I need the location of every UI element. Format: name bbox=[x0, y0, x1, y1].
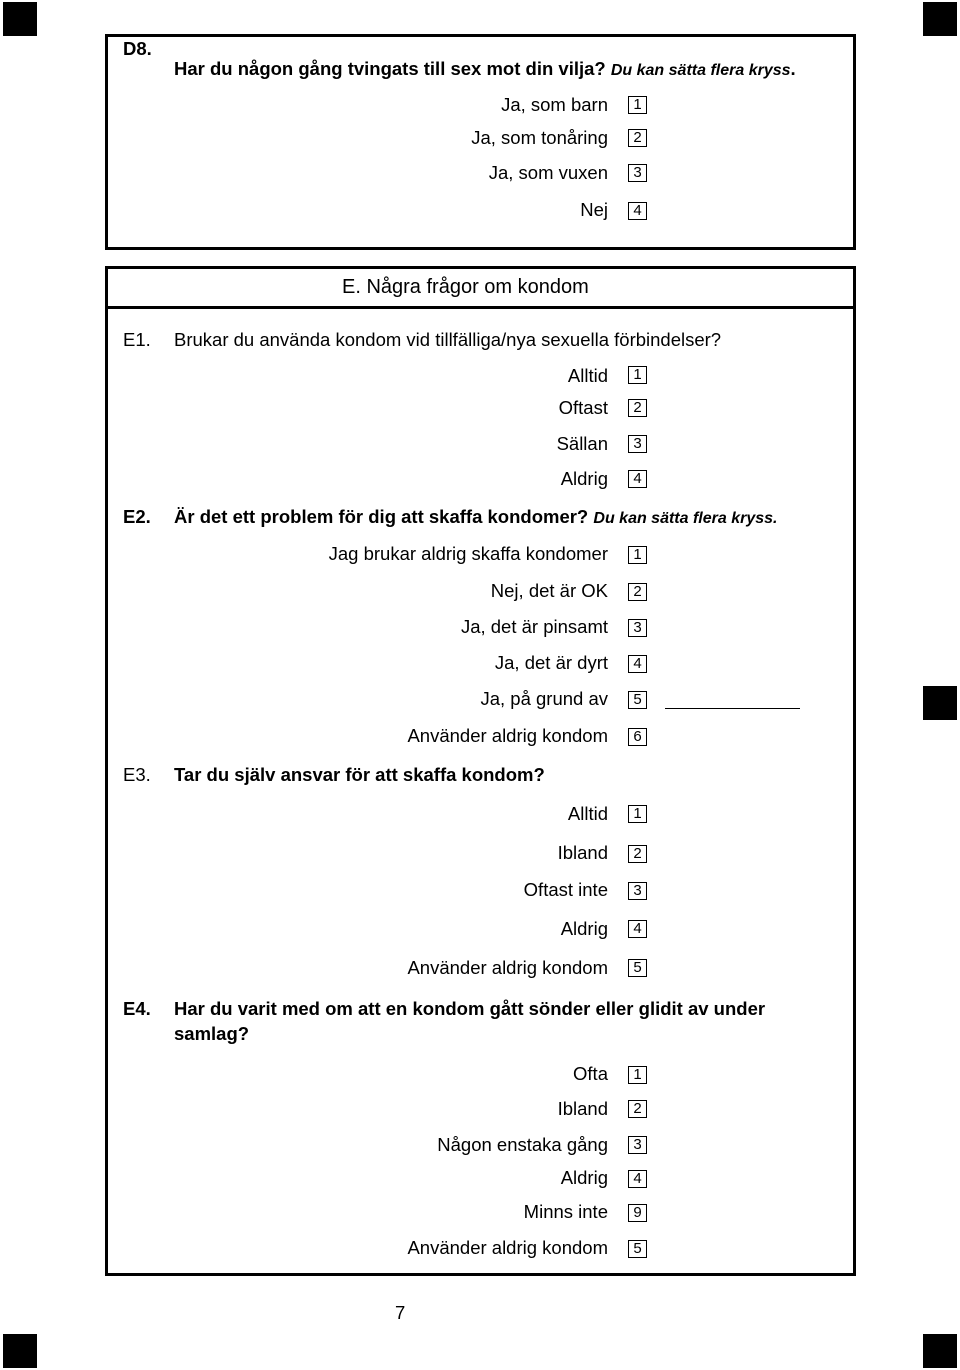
page-number: 7 bbox=[395, 1302, 406, 1323]
question-e4-question-line2: samlag? bbox=[174, 1023, 250, 1044]
e1-checkbox[interactable]: 2 bbox=[628, 399, 647, 417]
question-d8-number: D8. bbox=[123, 38, 152, 59]
e4-option-label: Ofta bbox=[573, 1063, 608, 1084]
d8-checkbox[interactable]: 2 bbox=[628, 129, 647, 147]
registration-mark-right-middle bbox=[923, 686, 957, 720]
e3-checkbox[interactable]: 3 bbox=[628, 882, 647, 900]
d8-option-label: Ja, som tonåring bbox=[471, 127, 608, 148]
d8-option-label: Ja, som vuxen bbox=[488, 162, 608, 183]
e3-option-label: Oftast inte bbox=[523, 879, 608, 900]
e1-option-label: Sällan bbox=[556, 433, 608, 454]
e3-checkbox[interactable]: 1 bbox=[628, 805, 647, 823]
e2-option-label: Använder aldrig kondom bbox=[407, 725, 608, 746]
e3-checkbox[interactable]: 2 bbox=[628, 845, 647, 863]
e2-checkbox[interactable]: 3 bbox=[628, 619, 647, 637]
e2-checkbox[interactable]: 6 bbox=[628, 728, 647, 746]
question-e1-question: Brukar du använda kondom vid tillfälliga/nya sexuella förbindelser? bbox=[174, 329, 722, 350]
e4-option-label: Aldrig bbox=[560, 1167, 608, 1188]
question-e2-number: E2. bbox=[123, 506, 151, 527]
question-e2-text bbox=[174, 506, 777, 530]
d8-option-label: Nej bbox=[580, 199, 608, 220]
question-e2-note: Du kan sätta flera kryss. bbox=[593, 510, 778, 527]
e4-checkbox[interactable]: 2 bbox=[628, 1100, 647, 1118]
registration-mark-bottom-left bbox=[3, 1334, 37, 1368]
e1-option-label: Oftast bbox=[558, 397, 608, 418]
e2-option-label: Ja, det är dyrt bbox=[494, 652, 608, 673]
e4-checkbox[interactable]: 1 bbox=[628, 1066, 647, 1084]
section-e-title: E. Några frågor om kondom bbox=[342, 276, 589, 298]
e1-checkbox[interactable]: 3 bbox=[628, 435, 647, 453]
registration-mark-top-right bbox=[923, 2, 957, 36]
e2-other-reason-line[interactable] bbox=[665, 708, 800, 709]
d8-checkbox[interactable]: 3 bbox=[628, 164, 647, 182]
d8-checkbox[interactable]: 4 bbox=[628, 202, 647, 220]
e4-option-label: Använder aldrig kondom bbox=[407, 1237, 608, 1258]
question-e4-number: E4. bbox=[123, 998, 151, 1019]
e3-option-label: Ibland bbox=[557, 842, 608, 863]
e2-option-label: Jag brukar aldrig skaffa kondomer bbox=[328, 543, 608, 564]
e4-option-label: Ibland bbox=[557, 1098, 608, 1119]
e2-checkbox[interactable]: 4 bbox=[628, 655, 647, 673]
question-e2-question: Är det ett problem för dig att skaffa kondomer? bbox=[174, 506, 589, 527]
e1-checkbox[interactable]: 1 bbox=[628, 366, 647, 384]
section-e-divider bbox=[105, 306, 854, 309]
question-e1-number: E1. bbox=[123, 329, 151, 350]
registration-mark-bottom-right bbox=[923, 1334, 957, 1368]
e3-option-label: Aldrig bbox=[560, 918, 608, 939]
d8-checkbox[interactable]: 1 bbox=[628, 96, 647, 114]
e2-checkbox[interactable]: 5 bbox=[628, 691, 647, 709]
e4-checkbox[interactable]: 3 bbox=[628, 1136, 647, 1154]
e4-option-label: Någon enstaka gång bbox=[437, 1134, 608, 1155]
e3-option-label: Alltid bbox=[567, 803, 608, 824]
e1-option-label: Aldrig bbox=[560, 468, 608, 489]
registration-mark-top-left bbox=[3, 2, 37, 36]
e3-checkbox[interactable]: 5 bbox=[628, 959, 647, 977]
question-d8-text bbox=[174, 58, 796, 82]
question-d8-note-end: . bbox=[790, 58, 796, 79]
e1-option-label: Alltid bbox=[567, 365, 608, 386]
question-d8-question: Har du någon gång tvingats till sex mot din vilja? bbox=[174, 58, 606, 79]
question-d8-note: Du kan sätta flera kryss bbox=[610, 62, 791, 79]
question-e3-number: E3. bbox=[123, 764, 151, 785]
d8-option-label: Ja, som barn bbox=[501, 94, 608, 115]
e1-checkbox[interactable]: 4 bbox=[628, 470, 647, 488]
e2-option-label: Ja, på grund av bbox=[480, 688, 608, 709]
e4-option-label: Minns inte bbox=[523, 1201, 608, 1222]
e4-checkbox[interactable]: 9 bbox=[628, 1204, 647, 1222]
e4-checkbox[interactable]: 4 bbox=[628, 1170, 647, 1188]
e3-option-label: Använder aldrig kondom bbox=[407, 957, 608, 978]
e2-option-label: Nej, det är OK bbox=[490, 580, 608, 601]
e3-checkbox[interactable]: 4 bbox=[628, 920, 647, 938]
e2-checkbox[interactable]: 2 bbox=[628, 583, 647, 601]
e2-option-label: Ja, det är pinsamt bbox=[460, 616, 608, 637]
question-e4-question-line1: Har du varit med om att en kondom gått sönder eller glidit av under bbox=[174, 998, 766, 1019]
e2-checkbox[interactable]: 1 bbox=[628, 546, 647, 564]
e4-checkbox[interactable]: 5 bbox=[628, 1240, 647, 1258]
question-e3-question: Tar du själv ansvar för att skaffa kondom? bbox=[174, 764, 545, 785]
